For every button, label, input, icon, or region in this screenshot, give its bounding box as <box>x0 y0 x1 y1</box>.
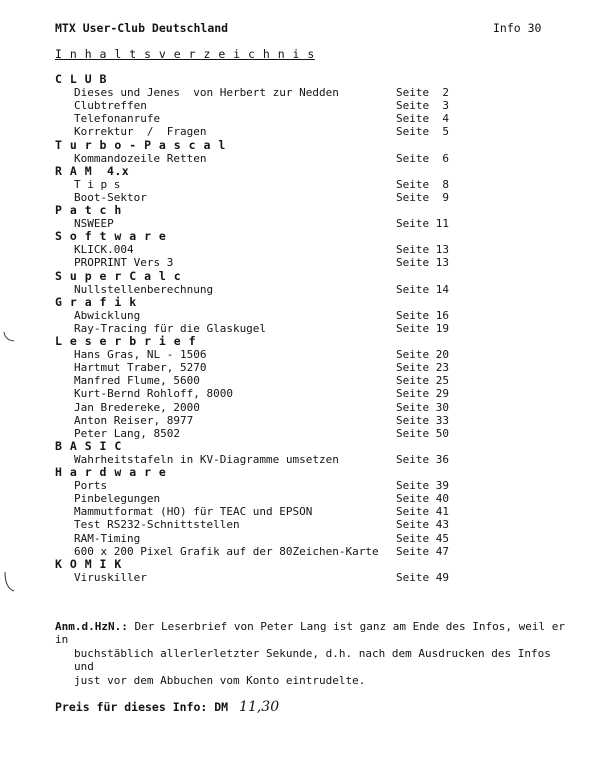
toc-entry-page: Seite 49 <box>396 570 449 584</box>
toc-entry-page: Seite 47 <box>396 544 449 558</box>
issue-number: Info 30 <box>493 21 542 35</box>
toc-entry-page: Seite 29 <box>396 387 449 401</box>
section-heading: R A M 4.x <box>55 163 130 178</box>
toc-entry <box>74 152 544 165</box>
toc-entry <box>74 479 544 492</box>
toc-entry <box>74 86 544 99</box>
toc-entry-title: PROPRINT Vers 3 <box>74 256 174 270</box>
section-heading: S o f t w a r e <box>55 229 167 244</box>
toc-entry <box>74 518 544 531</box>
section-heading: T u r b o - P a s c a l <box>55 137 226 152</box>
section-heading: K O M I K <box>55 556 122 571</box>
toc-entry-page: Seite 16 <box>396 308 449 322</box>
toc-entry-page: Seite 43 <box>396 518 449 532</box>
toc-entry <box>74 532 544 545</box>
toc-entry-page: Seite 6 <box>396 151 449 165</box>
toc-entry <box>74 401 544 414</box>
toc-entry-page: Seite 2 <box>396 86 449 100</box>
toc-entry <box>74 374 544 387</box>
toc-entry <box>74 217 544 230</box>
toc-entry-title: Nullstellenberechnung <box>74 282 214 296</box>
toc-entry-page: Seite 33 <box>396 413 449 427</box>
toc-entry-title: Viruskiller <box>74 570 147 584</box>
toc-entry-page: Seite 41 <box>396 505 449 519</box>
toc-title: I n h a l t s v e r z e i c h n i s <box>55 47 315 61</box>
toc-entry-title: Manfred Flume, 5600 <box>74 374 200 388</box>
toc-entry-title: RAM-Timing <box>74 531 141 545</box>
section-heading: C L U B <box>55 72 107 86</box>
toc-entry <box>74 125 544 138</box>
toc-entry-page: Seite 50 <box>396 426 449 440</box>
margin-tick-mark <box>2 330 16 344</box>
toc-entry-title: Ray-Tracing für die Glaskugel <box>74 321 267 335</box>
toc-entry-page: Seite 23 <box>396 361 449 375</box>
margin-tick-mark <box>2 570 16 594</box>
toc-entry <box>74 571 544 584</box>
editor-note <box>55 620 575 687</box>
editor-note-label: Anm.d.HzN.: <box>55 620 128 633</box>
club-name: MTX User-Club Deutschland <box>55 21 229 35</box>
toc-entry-page: Seite 30 <box>396 400 449 414</box>
toc-entry-title: Anton Reiser, 8977 <box>74 413 194 427</box>
toc-entry-page: Seite 3 <box>396 99 449 113</box>
toc-entry <box>74 99 544 112</box>
toc-entry <box>74 112 544 125</box>
toc-entry-title: Kommandozeile Retten <box>74 151 207 165</box>
toc-entry-title: Kurt-Bernd Rohloff, 8000 <box>74 387 233 401</box>
toc-entry-page: Seite 13 <box>396 256 449 270</box>
toc-entry-title: Wahrheitstafeln in KV-Diagramme umsetzen <box>74 452 339 466</box>
toc-entry-title: Hartmut Traber, 5270 <box>74 361 207 375</box>
toc-entry-page: Seite 40 <box>396 492 449 506</box>
toc-entry <box>74 309 544 322</box>
toc-entry <box>74 453 544 466</box>
toc-entry-title: Test RS232-Schnittstellen <box>74 518 240 532</box>
toc-entry-page: Seite 25 <box>396 374 449 388</box>
toc-entry <box>74 191 544 204</box>
toc-entry <box>74 283 544 296</box>
toc-entry-title: KLICK.004 <box>74 243 134 257</box>
section-heading: G r a f i k <box>55 294 137 309</box>
toc-entry-title: Boot-Sektor <box>74 190 147 204</box>
toc-entry-title: Korrektur / Fragen <box>74 125 207 139</box>
price-label: Preis für dieses Info: DM <box>55 700 229 714</box>
toc-entry-title: Mammutformat (HO) für TEAC und EPSON <box>74 505 313 519</box>
toc-entry-title: Clubtreffen <box>74 99 147 113</box>
toc-entry-page: Seite 19 <box>396 321 449 335</box>
toc-entry-page: Seite 39 <box>396 479 449 493</box>
toc-entry-title: Peter Lang, 8502 <box>74 426 180 440</box>
toc-entry <box>74 256 544 269</box>
price-amount-handwritten: 11,30 <box>239 699 280 715</box>
toc-entry <box>74 243 544 256</box>
toc-entry <box>74 387 544 400</box>
toc-entry <box>74 348 544 361</box>
toc-entry-title: Abwicklung <box>74 308 141 322</box>
toc-entry <box>74 545 544 558</box>
toc-entry-title: Jan Bredereke, 2000 <box>74 400 200 414</box>
toc-entry-title: Telefonanrufe <box>74 112 161 126</box>
toc-entry <box>74 505 544 518</box>
toc-entry-page: Seite 45 <box>396 531 449 545</box>
section-heading: H a r d w a r e <box>55 465 167 479</box>
toc-entry-page: Seite 8 <box>396 177 449 191</box>
toc-entry-page: Seite 9 <box>396 190 449 204</box>
toc-entry-title: Ports <box>74 479 108 493</box>
editor-note-line: just vor dem Abbuchen vom Konto eintrudelte. <box>74 673 366 687</box>
toc-entry-page: Seite 11 <box>396 217 449 231</box>
toc-entry <box>74 492 544 505</box>
section-heading: S u p e r C a l c <box>55 268 182 283</box>
toc-entry-page: Seite 13 <box>396 243 449 257</box>
toc-entry-title: T i p s <box>74 177 121 191</box>
toc-entry <box>74 427 544 440</box>
toc-entry-page: Seite 4 <box>396 112 449 126</box>
section-heading: B A S I C <box>55 438 122 453</box>
editor-note-line: Der Leserbrief von Peter Lang ist ganz am Ende des Infos, weil er in <box>55 620 565 647</box>
toc-entry <box>74 361 544 374</box>
toc-entry <box>74 322 544 335</box>
toc-entry-page: Seite 5 <box>396 125 449 139</box>
section-heading: P a t c h <box>55 203 122 217</box>
toc-entry-page: Seite 36 <box>396 452 449 466</box>
price-line <box>55 699 279 715</box>
toc-entry-page: Seite 20 <box>396 348 449 362</box>
toc-entry-title: Hans Gras, NL - 1506 <box>74 348 207 362</box>
toc-entry-title: Pinbelegungen <box>74 492 161 506</box>
toc-entry-title: 600 x 200 Pixel Grafik auf der 80Zeichen-Karte <box>74 544 379 558</box>
toc-entry <box>74 178 544 191</box>
toc-entry-page: Seite 14 <box>396 282 449 296</box>
toc-entry-title: Dieses und Jenes von Herbert zur Nedden <box>74 86 339 100</box>
toc-entry-title: NSWEEP <box>74 217 114 231</box>
toc-entry <box>74 414 544 427</box>
editor-note-line: buchstäblich allerlerletzter Sekunde, d.h. nach dem Ausdrucken des Infos und <box>74 646 551 674</box>
section-heading: L e s e r b r i e f <box>55 334 197 348</box>
